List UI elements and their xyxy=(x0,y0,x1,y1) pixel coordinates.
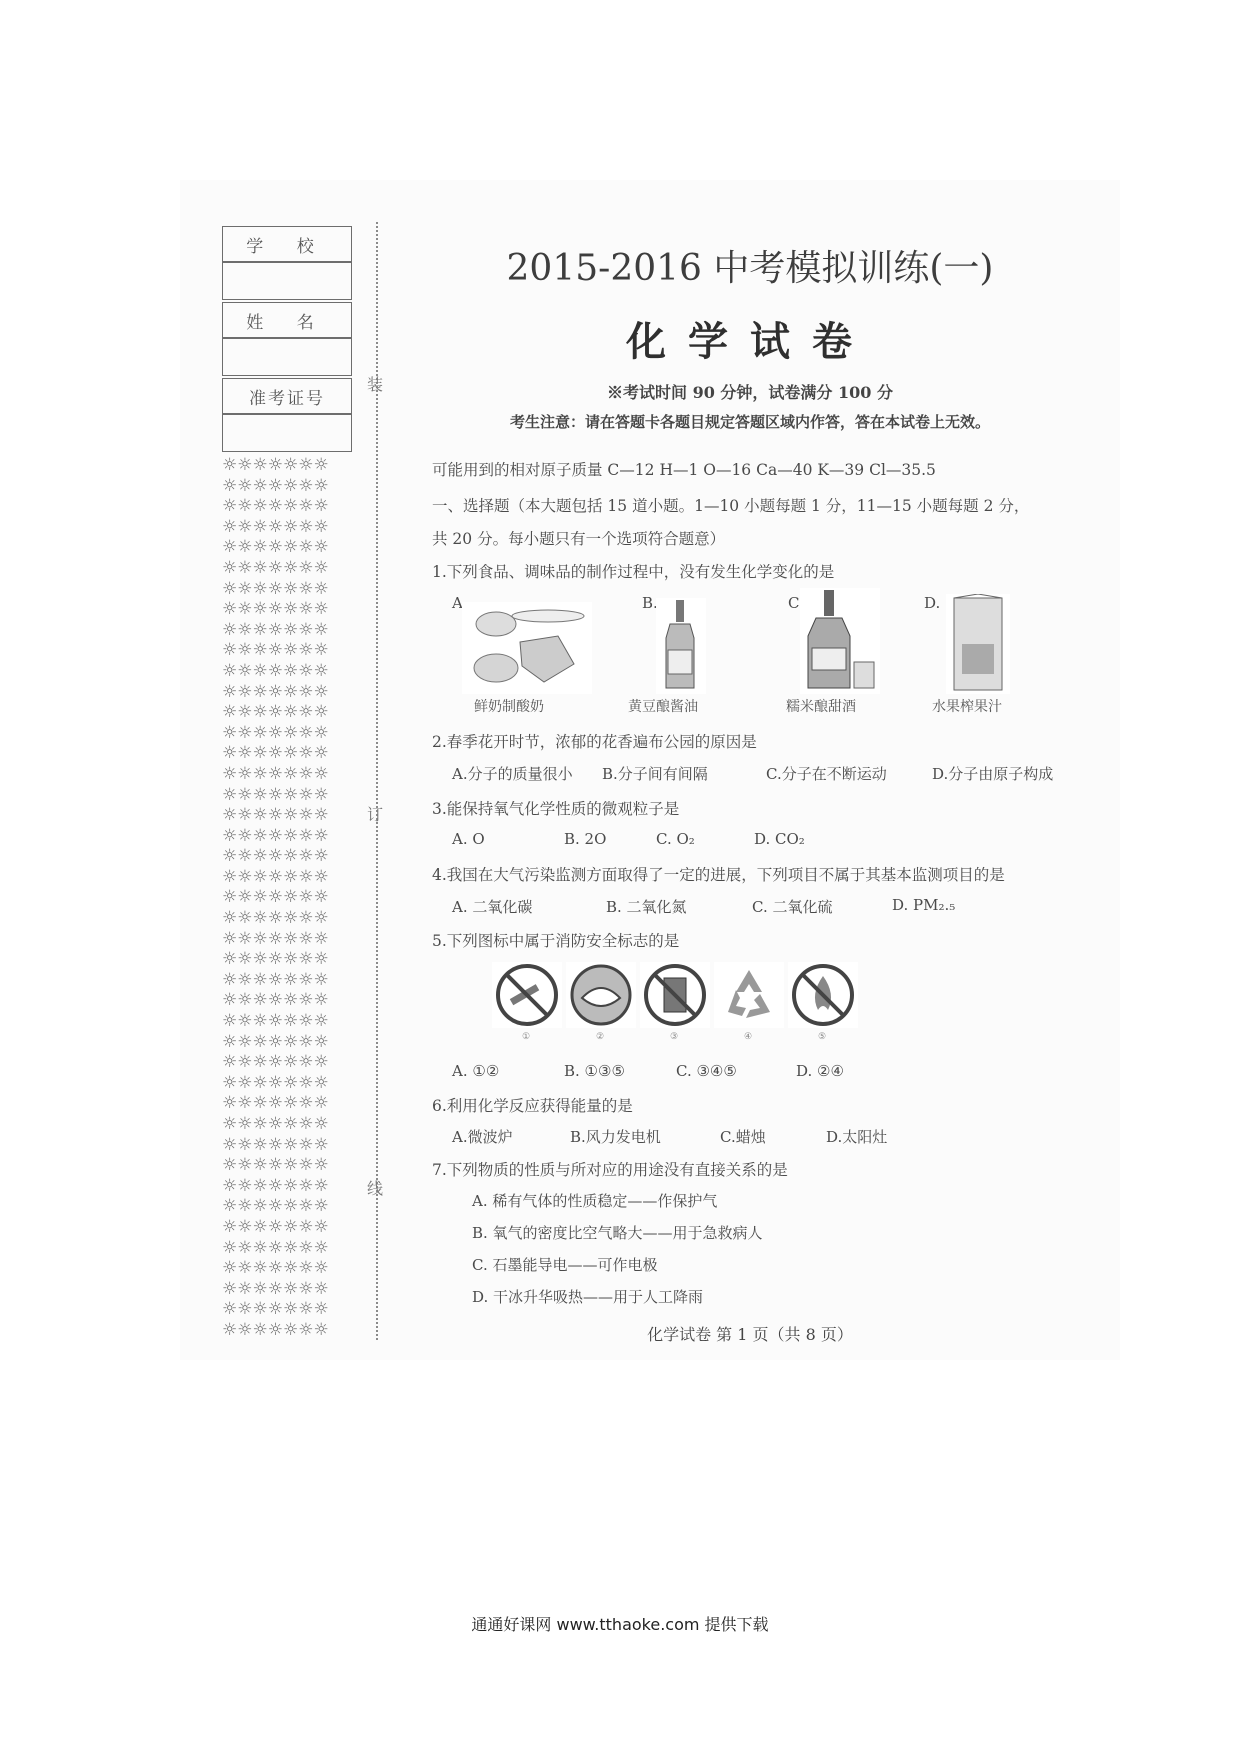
q2-option-d: D.分子由原子构成 xyxy=(932,765,1054,783)
q7-option-d: D. 干冰升华吸热——用于人工降雨 xyxy=(472,1288,704,1306)
q5-stem: 5.下列图标中属于消防安全标志的是 xyxy=(432,932,680,950)
q6-option-b: B.风力发电机 xyxy=(570,1128,661,1146)
q7-option-a: A. 稀有气体的性质稳定——作保护气 xyxy=(472,1192,718,1210)
yogurt-image xyxy=(462,602,592,694)
q2-option-c: C.分子在不断运动 xyxy=(766,765,887,783)
sign-number-3: ③ xyxy=(670,1032,679,1042)
no-fireworks-sign-icon xyxy=(640,962,710,1028)
q1-caption-d: 水果榨果汁 xyxy=(932,699,1002,715)
q3-stem: 3.能保持氧气化学性质的微观粒子是 xyxy=(432,800,680,818)
q4-option-a: A. 二氧化碳 xyxy=(452,898,533,916)
rice-wine-bottle-image xyxy=(800,588,880,694)
atomic-masses: 可能用到的相对原子质量 C—12 H—1 O—16 Ca—40 K—39 Cl—35.5 xyxy=(432,461,936,479)
q5-option-a: A. ①② xyxy=(452,1062,500,1080)
sign-number-5: ⑤ xyxy=(818,1032,827,1042)
q4-option-b: B. 二氧化氮 xyxy=(606,898,687,916)
q1-caption-c: 糯米酿甜酒 xyxy=(786,699,856,715)
q2-option-a: A.分子的质量很小 xyxy=(452,765,573,783)
q5-option-c: C. ③④⑤ xyxy=(676,1062,737,1080)
q6-stem: 6.利用化学反应获得能量的是 xyxy=(432,1097,633,1115)
q2-option-b: B.分子间有间隔 xyxy=(602,765,708,783)
q1-option-d-letter: D. xyxy=(924,594,941,612)
q5-option-d: D. ②④ xyxy=(796,1062,844,1080)
q6-option-a: A.微波炉 xyxy=(452,1128,513,1146)
q2-stem: 2.春季花开时节，浓郁的花香遍布公园的原因是 xyxy=(432,733,757,751)
exam-notice: 考生注意：请在答题卡各题目规定答题区域内作答，答在本试卷上无效。 xyxy=(509,413,990,431)
name-field xyxy=(222,338,352,376)
q1-option-a-letter: A. xyxy=(452,594,468,612)
juice-carton-image xyxy=(946,594,1010,694)
section1-heading-line2: 共 20 分。每小题只有一个选项符合题意） xyxy=(432,530,726,548)
q4-stem: 4.我国在大气污染监测方面取得了一定的进展，下列项目不属于其基本监测项目的是 xyxy=(432,866,1005,884)
q1-caption-a: 鲜奶制酸奶 xyxy=(474,699,544,715)
sign-number-1: ① xyxy=(522,1032,531,1042)
q1-option-c-letter: C. xyxy=(788,594,804,612)
name-label: 姓 名 xyxy=(222,302,352,338)
water-saving-sign-icon xyxy=(566,962,636,1028)
q7-option-c: C. 石墨能导电——可作电极 xyxy=(472,1256,658,1274)
school-field xyxy=(222,262,352,300)
id-field xyxy=(222,414,352,452)
no-smoking-sign-icon xyxy=(492,962,562,1028)
recycle-sign-icon xyxy=(714,962,784,1028)
q7-option-b: B. 氧气的密度比空气略大——用于急救病人 xyxy=(472,1224,763,1242)
q6-option-c: C.蜡烛 xyxy=(720,1128,766,1146)
q7-stem: 7.下列物质的性质与所对应的用途没有直接关系的是 xyxy=(432,1161,788,1179)
q1-stem: 1.下列食品、调味品的制作过程中，没有发生化学变化的是 xyxy=(432,563,835,581)
cut-char-xian: 线 xyxy=(367,1179,384,1198)
page-footer: 化学试卷 第 1 页（共 8 页） xyxy=(647,1325,853,1344)
q3-option-c: C. O₂ xyxy=(656,830,695,848)
time-note: ※考试时间 90 分钟，试卷满分 100 分 xyxy=(607,383,893,402)
sign-number-2: ② xyxy=(596,1032,605,1042)
q5-option-b: B. ①③⑤ xyxy=(564,1062,625,1080)
id-label: 准考证号 xyxy=(222,378,352,414)
q3-option-a: A. O xyxy=(452,830,485,848)
subject-title: 化学试卷 xyxy=(626,318,874,365)
sign-number-4: ④ xyxy=(744,1032,753,1042)
q1-option-b-letter: B. xyxy=(642,594,658,612)
no-burning-sign-icon xyxy=(788,962,858,1028)
section1-heading-line1: 一、选择题（本大题包括 15 道小题。1—10 小题每题 1 分，11—15 小题每题 2 分， xyxy=(432,497,1030,515)
q4-option-c: C. 二氧化硫 xyxy=(752,898,833,916)
soy-sauce-bottle-image xyxy=(656,598,706,694)
q3-option-b: B. 2O xyxy=(564,830,607,848)
q3-option-d: D. CO₂ xyxy=(754,830,805,848)
school-label: 学 校 xyxy=(222,226,352,262)
q4-option-d: D. PM₂.₅ xyxy=(892,896,956,914)
q6-option-d: D.太阳灶 xyxy=(826,1128,888,1146)
site-footer: 通通好课网 www.tthaoke.com 提供下载 xyxy=(471,1615,769,1634)
cut-char-ding: 订 xyxy=(367,805,384,824)
cut-char-zhuang: 装 xyxy=(367,375,384,394)
q1-caption-b: 黄豆酿酱油 xyxy=(628,699,698,715)
exam-title: 2015-2016 中考模拟训练(一) xyxy=(506,248,994,289)
decorative-pattern: ☼☼☼☼☼☼☼ ☼☼☼☼☼☼☼ ☼☼☼☼☼☼☼ ☼☼☼☼☼☼☼ ☼☼☼☼☼☼☼ ☼☼☼☼☼☼☼ ☼☼☼☼☼☼☼ ☼☼☼☼☼☼☼ ☼☼☼☼☼☼☼ ☼☼☼☼☼☼☼ ☼☼☼☼☼☼☼ ☼☼☼☼☼☼☼ ☼☼☼☼☼☼☼ ☼☼☼☼☼☼☼ ☼☼☼☼☼☼☼ ☼☼☼☼☼☼☼ ☼☼☼☼☼☼☼ ☼☼☼☼☼☼☼ ☼☼☼☼☼☼☼ ☼☼☼☼☼☼☼ ☼☼☼☼☼☼☼ ☼☼☼☼☼☼☼ ☼☼☼☼☼☼☼ ☼☼☼☼☼☼☼ ☼☼☼☼☼☼☼ ☼☼☼☼☼☼☼ ☼☼☼☼☼☼☼ ☼☼☼☼☼☼☼ ☼☼☼☼☼☼☼ ☼☼☼☼☼☼☼ ☼☼☼☼☼☼☼ ☼☼☼☼☼☼☼ ☼☼☼☼☼☼☼ ☼☼☼☼☼☼☼ ☼☼☼☼☼☼☼ ☼☼☼☼☼☼☼ ☼☼☼☼☼☼☼ ☼☼☼☼☼☼☼ ☼☼☼☼☼☼☼ ☼☼☼☼☼☼☼ ☼☼☼☼☼☼☼ ☼☼☼☼☼☼☼ ☼☼☼☼☼☼☼ xyxy=(222,455,329,1335)
